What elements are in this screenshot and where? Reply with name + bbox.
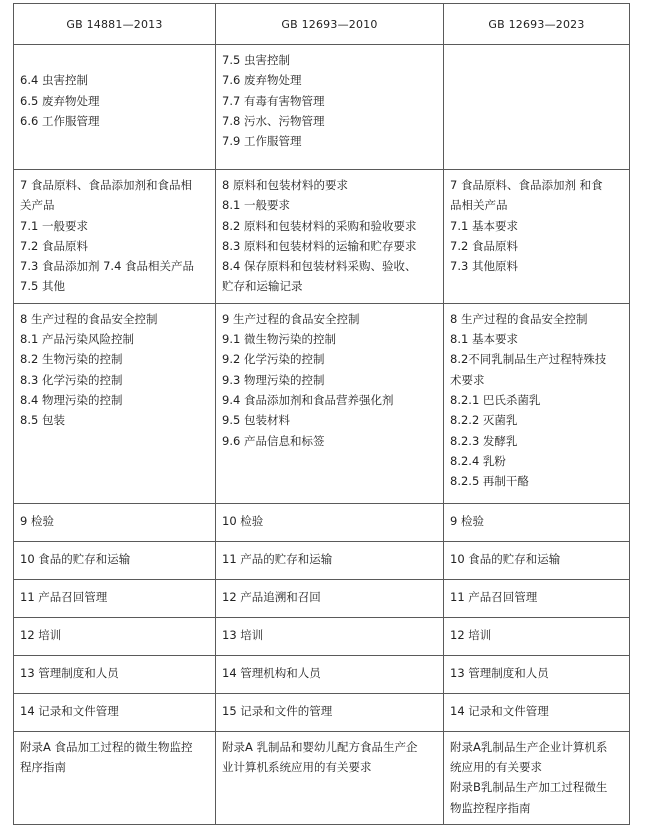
table-cell-gb12693-2023 — [444, 655, 630, 693]
table-cell-gb12693-2023 — [444, 503, 630, 541]
cell-line: 8.2.4 乳粉 — [450, 453, 506, 468]
table-cell-gb12693-2023 — [444, 731, 630, 824]
cell-line: 附录A 食品加工过程的微生物监控 — [20, 739, 193, 754]
cell-line — [20, 50, 215, 70]
cell-line: 8.2 原料和包装材料的采购和验收要求 — [222, 218, 417, 233]
cell-line: 9.1 微生物污染的控制 — [222, 332, 336, 347]
table-row — [14, 541, 630, 579]
cell-line: 9.2 化学污染的控制 — [222, 352, 325, 367]
cell-line: 8.1 产品污染风险控制 — [20, 332, 134, 347]
table-cell-gb12693-2023 — [444, 579, 630, 617]
cell-line: 8.2.2 灭菌乳 — [450, 413, 518, 428]
table-cell-gb14881-2013 — [14, 45, 216, 170]
cell-line: 8.2 生物污染的控制 — [20, 352, 123, 367]
cell-line: 8.3 原料和包装材料的运输和贮存要求 — [222, 238, 417, 253]
table-cell-gb12693-2010 — [216, 541, 444, 579]
table-cell-gb14881-2013 — [14, 617, 216, 655]
cell-line: 14 记录和文件管理 — [450, 703, 549, 718]
cell-line: 7.5 其他 — [20, 279, 65, 294]
table-cell-gb12693-2010 — [216, 45, 444, 170]
table-cell-gb14881-2013 — [14, 503, 216, 541]
cell-line: 11 产品召回管理 — [450, 589, 538, 604]
cell-line: 9 检验 — [450, 513, 484, 528]
comparison-table-container — [13, 3, 629, 825]
cell-line: 7.1 一般要求 — [20, 218, 88, 233]
cell-line: 9 检验 — [20, 513, 54, 528]
cell-line: 13 培训 — [222, 627, 264, 642]
table-cell-gb12693-2010 — [216, 503, 444, 541]
cell-line: 10 食品的贮存和运输 — [450, 551, 561, 566]
cell-line: 7.5 虫害控制 — [222, 53, 290, 67]
table-cell-gb12693-2010 — [216, 655, 444, 693]
cell-line: 附录A 乳制品和婴幼儿配方食品生产企 — [222, 739, 418, 754]
table-cell-gb12693-2010 — [216, 731, 444, 824]
cell-line: 附录A乳制品生产企业计算机系 — [450, 739, 608, 754]
cell-line: 8.1 基本要求 — [450, 332, 518, 347]
standards-comparison-table — [13, 3, 630, 825]
cell-line: 7.8 污水、污物管理 — [222, 113, 325, 128]
table-row — [14, 303, 630, 503]
cell-line: 6.5 废弃物处理 — [20, 93, 100, 108]
cell-line: 9.5 包装材料 — [222, 413, 290, 428]
cell-line: 7.6 废弃物处理 — [222, 73, 302, 88]
cell-line: 7 食品原料、食品添加剂和食品相 — [20, 178, 192, 192]
cell-line: 6.6 工作服管理 — [20, 113, 100, 128]
cell-line: 统应用的有关要求 — [450, 760, 542, 775]
table-cell-gb12693-2010 — [216, 303, 444, 503]
cell-line: 7.2 食品原料 — [20, 238, 88, 253]
cell-line: 9.3 物理污染的控制 — [222, 372, 325, 387]
table-row — [14, 655, 630, 693]
cell-line: 8.2.1 巴氏杀菌乳 — [450, 392, 541, 407]
cell-line: 术要求 — [450, 372, 485, 387]
table-cell-gb12693-2010 — [216, 693, 444, 731]
cell-line: 8.4 保存原料和包装材料采购、验收、 — [222, 259, 417, 274]
cell-line: 物监控程序指南 — [450, 800, 531, 815]
table-cell-gb14881-2013 — [14, 303, 216, 503]
table-cell-gb14881-2013 — [14, 170, 216, 304]
cell-line: 品相关产品 — [450, 198, 508, 213]
table-row — [14, 579, 630, 617]
cell-line: 关产品 — [20, 198, 55, 213]
table-row — [14, 693, 630, 731]
cell-line: 15 记录和文件的管理 — [222, 703, 333, 718]
table-row — [14, 731, 630, 824]
table-header-row — [14, 4, 630, 45]
cell-line: 7.7 有毒有害物管理 — [222, 93, 325, 108]
cell-line: 14 记录和文件管理 — [20, 703, 119, 718]
header-gb12693-2010: GB 12693—2010 — [216, 4, 444, 45]
table-row — [14, 503, 630, 541]
table-cell-gb12693-2023 — [444, 170, 630, 304]
table-cell-gb12693-2023 — [444, 45, 630, 170]
cell-line: 7.3 食品添加剂 7.4 食品相关产品 — [20, 259, 195, 274]
table-row — [14, 45, 630, 170]
cell-line: 8.5 包装 — [20, 413, 65, 428]
table-cell-gb12693-2023 — [444, 541, 630, 579]
header-gb12693-2023: GB 12693—2023 — [444, 4, 630, 45]
cell-line: 业计算机系统应用的有关要求 — [222, 760, 372, 775]
cell-line: 8.2.3 发酵乳 — [450, 433, 518, 448]
cell-line: 14 管理机构和人员 — [222, 665, 321, 680]
cell-line: 6.4 虫害控制 — [20, 73, 88, 88]
table-cell-gb14881-2013 — [14, 541, 216, 579]
cell-line: 10 检验 — [222, 513, 264, 528]
cell-line: 9.4 食品添加剂和食品营养强化剂 — [222, 392, 394, 407]
cell-line: 10 食品的贮存和运输 — [20, 551, 131, 566]
cell-line: 8.1 一般要求 — [222, 198, 290, 213]
cell-line: 8 生产过程的食品安全控制 — [450, 311, 588, 326]
cell-line: 12 培训 — [450, 627, 492, 642]
cell-line: 贮存和运输记录 — [222, 279, 303, 294]
table-cell-gb12693-2023 — [444, 303, 630, 503]
cell-line: 7.9 工作服管理 — [222, 134, 302, 149]
table-cell-gb14881-2013 — [14, 731, 216, 824]
table-body — [14, 45, 630, 825]
cell-line: 8 原料和包装材料的要求 — [222, 178, 348, 192]
cell-line: 8.2不同乳制品生产过程特殊技 — [450, 352, 607, 367]
table-cell-gb12693-2023 — [444, 693, 630, 731]
cell-line: 9.6 产品信息和标签 — [222, 433, 325, 448]
cell-line: 13 管理制度和人员 — [20, 665, 119, 680]
cell-line: 8.3 化学污染的控制 — [20, 372, 123, 387]
cell-line: 7.3 其他原料 — [450, 259, 518, 274]
cell-line: 7 食品原料、食品添加剂 和食 — [450, 178, 603, 192]
cell-line: 附录B乳制品生产加工过程微生 — [450, 780, 608, 795]
table-row — [14, 170, 630, 304]
table-cell-gb12693-2010 — [216, 579, 444, 617]
cell-line: 12 培训 — [20, 627, 62, 642]
cell-line: 13 管理制度和人员 — [450, 665, 549, 680]
table-cell-gb12693-2023 — [444, 617, 630, 655]
cell-line: 程序指南 — [20, 760, 66, 775]
header-gb14881-2013: GB 14881—2013 — [14, 4, 216, 45]
cell-line: 9 生产过程的食品安全控制 — [222, 311, 360, 326]
table-cell-gb14881-2013 — [14, 655, 216, 693]
cell-line: 11 产品的贮存和运输 — [222, 551, 333, 566]
cell-line: 7.2 食品原料 — [450, 238, 518, 253]
table-cell-gb14881-2013 — [14, 693, 216, 731]
table-cell-gb12693-2010 — [216, 170, 444, 304]
cell-line: 7.1 基本要求 — [450, 218, 518, 233]
cell-line: 8.4 物理污染的控制 — [20, 392, 123, 407]
table-cell-gb14881-2013 — [14, 579, 216, 617]
cell-line: 8 生产过程的食品安全控制 — [20, 311, 158, 326]
cell-line: 11 产品召回管理 — [20, 589, 108, 604]
table-cell-gb12693-2010 — [216, 617, 444, 655]
table-row — [14, 617, 630, 655]
cell-line: 12 产品追溯和召回 — [222, 589, 321, 604]
cell-line: 8.2.5 再制干酪 — [450, 474, 529, 489]
